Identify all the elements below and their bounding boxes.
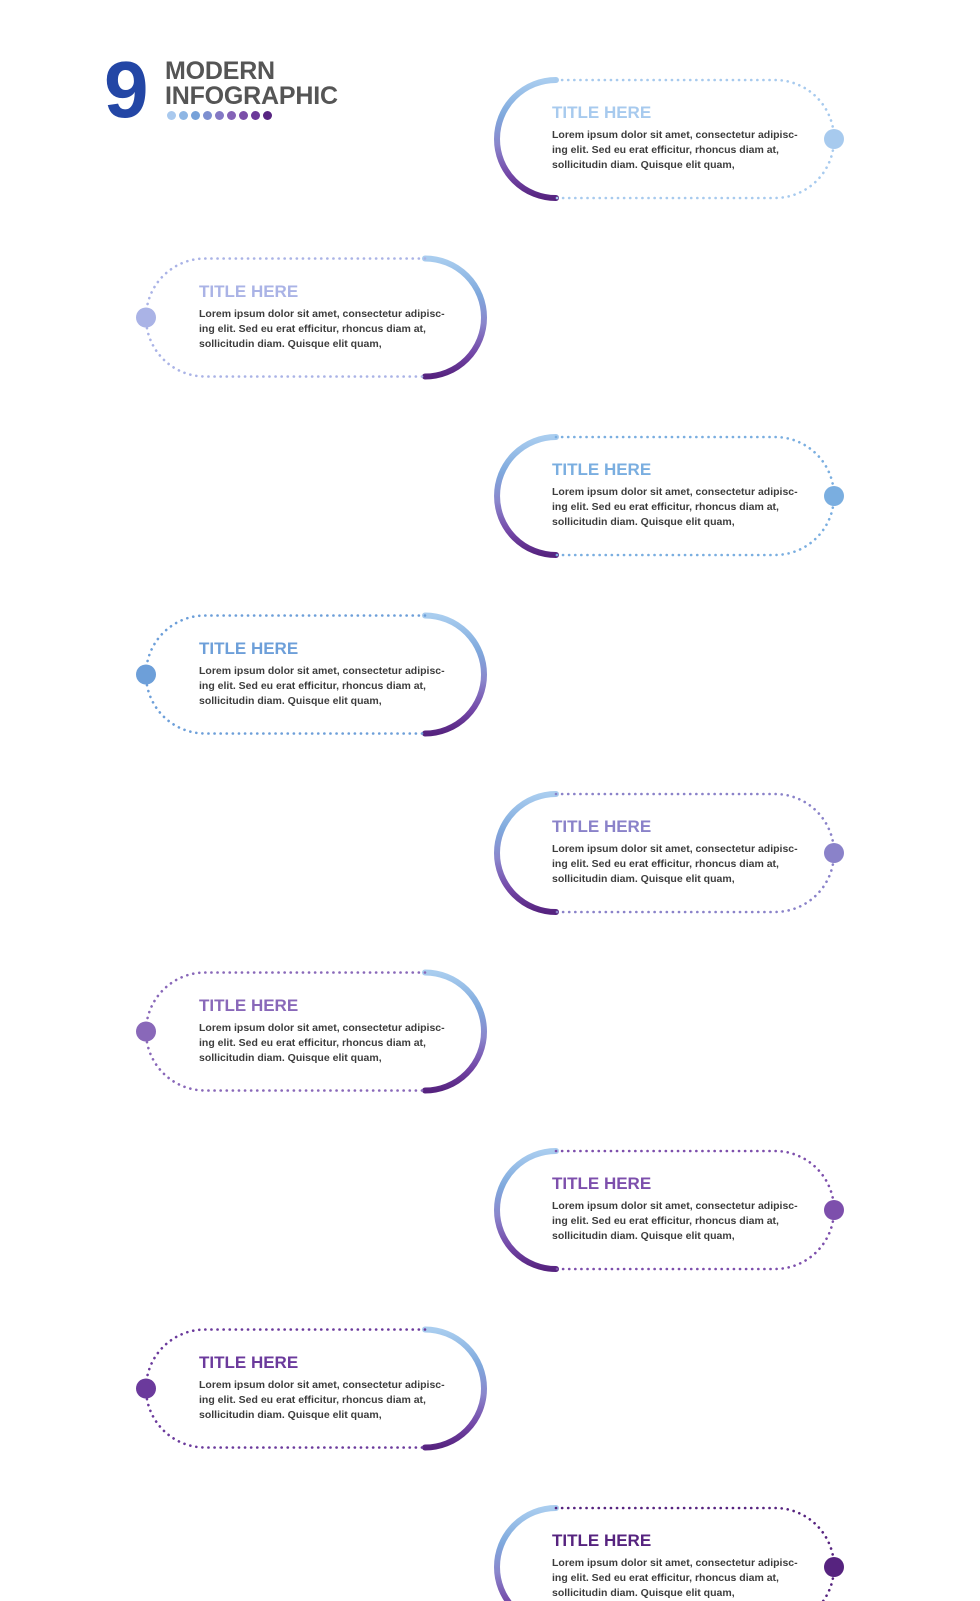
step-description: Lorem ipsum dolor sit amet, consectetur adipisc- ing elit. Sed eu erat efficitur, rhoncus diam at, sollicitudin diam. Quisque elit quam, bbox=[552, 843, 798, 885]
step-description: Lorem ipsum dolor sit amet, consectetur adipisc- ing elit. Sed eu erat efficitur, rhoncus diam at, sollicitudin diam. Quisque elit quam, bbox=[199, 1378, 445, 1421]
step-description: Lorem ipsum dolor sit amet, consectetur adipisc- ing elit. Sed eu erat efficitur, rhoncus diam at, sollicitudin diam. Quisque elit quam, bbox=[552, 1557, 798, 1599]
heading-line-2: INFOGRAPHIC bbox=[165, 82, 338, 110]
step-marker-dot bbox=[136, 1022, 156, 1042]
step-description: Lorem ipsum dolor sit amet, consectetur adipisc- ing elit. Sed eu erat efficitur, rhoncus diam at, sollicitudin diam. Quisque elit quam, bbox=[199, 1021, 445, 1064]
step-card-4 bbox=[199, 639, 459, 709]
step-description: Lorem ipsum dolor sit amet, consectetur adipisc- ing elit. Sed eu erat efficitur, rhoncus diam at, sollicitudin diam. Quisque elit quam, bbox=[552, 129, 798, 171]
step-title: TITLE HERE bbox=[552, 1531, 652, 1550]
color-dot bbox=[179, 111, 188, 120]
step-marker-dot bbox=[824, 843, 844, 863]
step-marker-dot bbox=[824, 486, 844, 506]
step-card-3 bbox=[552, 460, 812, 530]
spine-branch-arc bbox=[497, 1151, 556, 1269]
step-card-5 bbox=[552, 817, 812, 887]
color-dot bbox=[227, 111, 236, 120]
step-description: Lorem ipsum dolor sit amet, consectetur adipisc- ing elit. Sed eu erat efficitur, rhoncus diam at, sollicitudin diam. Quisque elit quam, bbox=[552, 1200, 798, 1242]
color-dot-row bbox=[167, 111, 272, 120]
step-title: TITLE HERE bbox=[552, 103, 652, 122]
step-marker-dot bbox=[824, 129, 844, 149]
color-dot bbox=[239, 111, 248, 120]
step-title: TITLE HERE bbox=[199, 281, 299, 301]
step-description: Lorem ipsum dolor sit amet, consectetur adipisc- ing elit. Sed eu erat efficitur, rhoncus diam at, sollicitudin diam. Quisque elit quam, bbox=[199, 664, 445, 707]
step-description: Lorem ipsum dolor sit amet, consectetur adipisc- ing elit. Sed eu erat efficitur, rhoncus diam at, sollicitudin diam. Quisque elit quam, bbox=[199, 307, 445, 350]
color-dot bbox=[263, 111, 272, 120]
color-dot bbox=[167, 111, 176, 120]
step-card-7 bbox=[552, 1174, 812, 1244]
step-marker-dot bbox=[136, 1379, 156, 1399]
step-card-8 bbox=[199, 1353, 459, 1423]
spine-branch-arc bbox=[497, 80, 556, 198]
color-dot bbox=[203, 111, 212, 120]
step-count-number: 9 bbox=[104, 45, 149, 134]
step-card-9 bbox=[552, 1531, 812, 1601]
step-card-2 bbox=[199, 282, 459, 352]
step-marker-dot bbox=[824, 1200, 844, 1220]
step-description: Lorem ipsum dolor sit amet, consectetur adipisc- ing elit. Sed eu erat efficitur, rhoncus diam at, sollicitudin diam. Quisque elit quam, bbox=[552, 486, 798, 528]
step-card-1 bbox=[552, 103, 812, 173]
step-title: TITLE HERE bbox=[552, 1174, 652, 1193]
spine-branch-arc bbox=[497, 437, 556, 555]
spine-branch-arc bbox=[497, 1508, 556, 1601]
step-title: TITLE HERE bbox=[552, 460, 652, 479]
step-marker-dot bbox=[824, 1557, 844, 1577]
step-marker-dot bbox=[136, 308, 156, 328]
step-card-6 bbox=[199, 996, 459, 1066]
step-title: TITLE HERE bbox=[552, 817, 652, 836]
step-title: TITLE HERE bbox=[199, 638, 299, 658]
step-marker-dot bbox=[136, 665, 156, 685]
color-dot bbox=[251, 111, 260, 120]
spine-branch-arc bbox=[497, 794, 556, 912]
step-title: TITLE HERE bbox=[199, 1352, 299, 1372]
color-dot bbox=[191, 111, 200, 120]
color-dot bbox=[215, 111, 224, 120]
heading-line-1: MODERN bbox=[165, 57, 275, 85]
step-title: TITLE HERE bbox=[199, 995, 299, 1015]
